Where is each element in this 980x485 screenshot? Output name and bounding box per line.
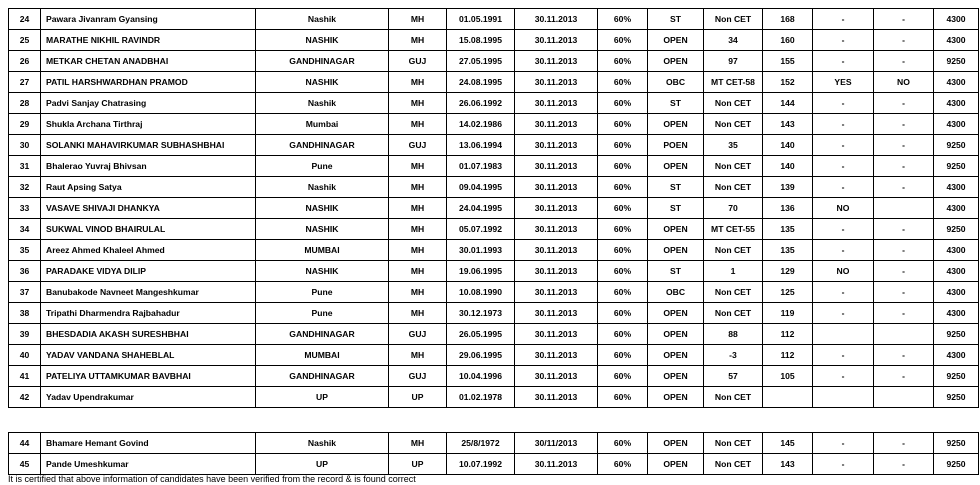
state-cell: MH <box>389 240 447 261</box>
city-cell: NASHIK <box>256 261 389 282</box>
date-of-birth-cell: 27.05.1995 <box>447 51 515 72</box>
date-of-birth-cell: 05.07.1992 <box>447 219 515 240</box>
percentage-cell: 60% <box>598 303 648 324</box>
candidate-name-cell: Pande Umeshkumar <box>41 454 256 475</box>
category-cell: OPEN <box>648 156 704 177</box>
percentage-cell: 60% <box>598 156 648 177</box>
merit-score-cell: 144 <box>763 93 813 114</box>
date-of-birth-cell: 14.02.1986 <box>447 114 515 135</box>
state-cell: MH <box>389 303 447 324</box>
cet-score-cell: Non CET <box>704 156 763 177</box>
cet-score-cell: Non CET <box>704 93 763 114</box>
merit-score-cell: 140 <box>763 135 813 156</box>
category-cell: OPEN <box>648 219 704 240</box>
merit-score-cell: 112 <box>763 345 813 366</box>
city-cell: Mumbai <box>256 114 389 135</box>
merit-score-cell: 135 <box>763 240 813 261</box>
category-cell: OPEN <box>648 324 704 345</box>
remark-b-cell <box>874 387 934 408</box>
remark-b-cell: - <box>874 454 934 475</box>
cutoff-date-cell: 30.11.2013 <box>515 387 598 408</box>
cet-score-cell: MT CET-58 <box>704 72 763 93</box>
cet-score-cell: Non CET <box>704 303 763 324</box>
candidate-name-cell: VASAVE SHIVAJI DHANKYA <box>41 198 256 219</box>
date-of-birth-cell: 13.06.1994 <box>447 135 515 156</box>
serial-no-cell: 36 <box>9 261 41 282</box>
percentage-cell: 60% <box>598 366 648 387</box>
remark-b-cell: - <box>874 93 934 114</box>
remark-a-cell: NO <box>813 261 874 282</box>
table-row <box>9 324 979 345</box>
cutoff-date-cell: 30.11.2013 <box>515 303 598 324</box>
remark-a-cell: - <box>813 9 874 30</box>
merit-score-cell: 119 <box>763 303 813 324</box>
table-row <box>9 219 979 240</box>
fee-cell: 4300 <box>934 303 979 324</box>
cutoff-date-cell: 30.11.2013 <box>515 114 598 135</box>
fee-cell: 9250 <box>934 324 979 345</box>
remark-a-cell: - <box>813 51 874 72</box>
candidate-name-cell: PATELIYA UTTAMKUMAR BAVBHAI <box>41 366 256 387</box>
cet-score-cell: Non CET <box>704 282 763 303</box>
city-cell: GANDHINAGAR <box>256 135 389 156</box>
cet-score-cell: 70 <box>704 198 763 219</box>
remark-b-cell: - <box>874 30 934 51</box>
merit-score-cell: 143 <box>763 114 813 135</box>
state-cell: MH <box>389 198 447 219</box>
remark-a-cell <box>813 324 874 345</box>
state-cell: MH <box>389 261 447 282</box>
category-cell: OBC <box>648 72 704 93</box>
fee-cell: 4300 <box>934 93 979 114</box>
remark-a-cell: - <box>813 303 874 324</box>
remark-b-cell: - <box>874 114 934 135</box>
remark-a-cell: - <box>813 240 874 261</box>
remark-b-cell: - <box>874 240 934 261</box>
candidate-name-cell: Yadav Upendrakumar <box>41 387 256 408</box>
state-cell: MH <box>389 156 447 177</box>
cutoff-date-cell: 30.11.2013 <box>515 72 598 93</box>
serial-no-cell: 44 <box>9 433 41 454</box>
cet-score-cell: 97 <box>704 51 763 72</box>
date-of-birth-cell: 30.12.1973 <box>447 303 515 324</box>
fee-cell: 4300 <box>934 72 979 93</box>
cet-score-cell: Non CET <box>704 177 763 198</box>
remark-a-cell: - <box>813 135 874 156</box>
state-cell: MH <box>389 30 447 51</box>
cutoff-date-cell: 30.11.2013 <box>515 261 598 282</box>
cutoff-date-cell: 30.11.2013 <box>515 156 598 177</box>
candidate-name-cell: Pawara Jivanram Gyansing <box>41 9 256 30</box>
table-row <box>9 177 979 198</box>
city-cell: Pune <box>256 282 389 303</box>
date-of-birth-cell: 01.02.1978 <box>447 387 515 408</box>
category-cell: ST <box>648 93 704 114</box>
merit-score-cell: 145 <box>763 433 813 454</box>
category-cell: ST <box>648 261 704 282</box>
candidate-name-cell: SOLANKI MAHAVIRKUMAR SUBHASHBHAI <box>41 135 256 156</box>
table-row <box>9 282 979 303</box>
remark-b-cell: - <box>874 156 934 177</box>
fee-cell: 9250 <box>934 454 979 475</box>
cutoff-date-cell: 30.11.2013 <box>515 30 598 51</box>
remark-b-cell: - <box>874 303 934 324</box>
candidate-name-cell: MARATHE NIKHIL RAVINDR <box>41 30 256 51</box>
remark-a-cell: - <box>813 114 874 135</box>
remark-b-cell: - <box>874 135 934 156</box>
cutoff-date-cell: 30.11.2013 <box>515 177 598 198</box>
date-of-birth-cell: 30.01.1993 <box>447 240 515 261</box>
serial-no-cell: 24 <box>9 9 41 30</box>
remark-b-cell: - <box>874 261 934 282</box>
percentage-cell: 60% <box>598 30 648 51</box>
remark-b-cell: - <box>874 219 934 240</box>
date-of-birth-cell: 26.05.1995 <box>447 324 515 345</box>
city-cell: GANDHINAGAR <box>256 366 389 387</box>
serial-no-cell: 33 <box>9 198 41 219</box>
candidates-table <box>8 8 979 408</box>
remark-a-cell: - <box>813 219 874 240</box>
percentage-cell: 60% <box>598 433 648 454</box>
candidate-name-cell: Raut Apsing Satya <box>41 177 256 198</box>
table-row <box>9 156 979 177</box>
remark-a-cell: NO <box>813 198 874 219</box>
fee-cell: 4300 <box>934 282 979 303</box>
remark-a-cell: - <box>813 454 874 475</box>
cet-score-cell: 34 <box>704 30 763 51</box>
candidate-name-cell: SUKWAL VINOD BHAIRULAL <box>41 219 256 240</box>
cet-score-cell: Non CET <box>704 9 763 30</box>
state-cell: GUJ <box>389 51 447 72</box>
candidate-name-cell: Padvi Sanjay Chatrasing <box>41 93 256 114</box>
fee-cell: 9250 <box>934 135 979 156</box>
state-cell: MH <box>389 345 447 366</box>
merit-score-cell: 139 <box>763 177 813 198</box>
remark-b-cell: - <box>874 433 934 454</box>
merit-score-cell: 125 <box>763 282 813 303</box>
merit-score-cell: 140 <box>763 156 813 177</box>
candidate-name-cell: Banubakode Navneet Mangeshkumar <box>41 282 256 303</box>
date-of-birth-cell: 25/8/1972 <box>447 433 515 454</box>
cutoff-date-cell: 30.11.2013 <box>515 345 598 366</box>
percentage-cell: 60% <box>598 51 648 72</box>
state-cell: MH <box>389 282 447 303</box>
state-cell: UP <box>389 387 447 408</box>
percentage-cell: 60% <box>598 135 648 156</box>
city-cell: Nashik <box>256 9 389 30</box>
table-row <box>9 240 979 261</box>
cutoff-date-cell: 30.11.2013 <box>515 324 598 345</box>
table-row <box>9 198 979 219</box>
state-cell: MH <box>389 177 447 198</box>
fee-cell: 9250 <box>934 387 979 408</box>
remark-b-cell: - <box>874 345 934 366</box>
state-cell: MH <box>389 219 447 240</box>
city-cell: NASHIK <box>256 219 389 240</box>
table-row <box>9 135 979 156</box>
remark-b-cell <box>874 324 934 345</box>
percentage-cell: 60% <box>598 454 648 475</box>
cutoff-date-cell: 30.11.2013 <box>515 366 598 387</box>
percentage-cell: 60% <box>598 261 648 282</box>
merit-score-cell: 136 <box>763 198 813 219</box>
serial-no-cell: 32 <box>9 177 41 198</box>
state-cell: GUJ <box>389 135 447 156</box>
merit-score-cell <box>763 387 813 408</box>
city-cell: UP <box>256 387 389 408</box>
merit-score-cell: 160 <box>763 30 813 51</box>
date-of-birth-cell: 10.07.1992 <box>447 454 515 475</box>
remark-a-cell <box>813 387 874 408</box>
cutoff-date-cell: 30/11/2013 <box>515 433 598 454</box>
table-row <box>9 345 979 366</box>
serial-no-cell: 31 <box>9 156 41 177</box>
candidate-name-cell: Areez Ahmed Khaleel Ahmed <box>41 240 256 261</box>
candidate-name-cell: Shukla Archana Tirthraj <box>41 114 256 135</box>
state-cell: MH <box>389 433 447 454</box>
remark-b-cell: - <box>874 366 934 387</box>
city-cell: NASHIK <box>256 72 389 93</box>
category-cell: ST <box>648 198 704 219</box>
remark-a-cell: - <box>813 366 874 387</box>
merit-score-cell: 143 <box>763 454 813 475</box>
date-of-birth-cell: 01.07.1983 <box>447 156 515 177</box>
city-cell: UP <box>256 454 389 475</box>
category-cell: OPEN <box>648 345 704 366</box>
remark-a-cell: - <box>813 433 874 454</box>
state-cell: GUJ <box>389 324 447 345</box>
serial-no-cell: 35 <box>9 240 41 261</box>
cutoff-date-cell: 30.11.2013 <box>515 240 598 261</box>
fee-cell: 9250 <box>934 156 979 177</box>
candidate-name-cell: Bhamare Hemant Govind <box>41 433 256 454</box>
percentage-cell: 60% <box>598 198 648 219</box>
cet-score-cell: 35 <box>704 135 763 156</box>
serial-no-cell: 38 <box>9 303 41 324</box>
percentage-cell: 60% <box>598 72 648 93</box>
percentage-cell: 60% <box>598 219 648 240</box>
city-cell: GANDHINAGAR <box>256 51 389 72</box>
candidate-name-cell: Tripathi Dharmendra Rajbahadur <box>41 303 256 324</box>
cutoff-date-cell: 30.11.2013 <box>515 198 598 219</box>
state-cell: MH <box>389 72 447 93</box>
fee-cell: 4300 <box>934 198 979 219</box>
cet-score-cell: Non CET <box>704 240 763 261</box>
fee-cell: 9250 <box>934 219 979 240</box>
merit-score-cell: 155 <box>763 51 813 72</box>
serial-no-cell: 41 <box>9 366 41 387</box>
date-of-birth-cell: 01.05.1991 <box>447 9 515 30</box>
cet-score-cell: Non CET <box>704 433 763 454</box>
percentage-cell: 60% <box>598 240 648 261</box>
remark-b-cell: - <box>874 51 934 72</box>
candidates-table-continued <box>8 432 979 475</box>
merit-score-cell: 152 <box>763 72 813 93</box>
state-cell: GUJ <box>389 366 447 387</box>
fee-cell: 4300 <box>934 177 979 198</box>
remark-b-cell: - <box>874 9 934 30</box>
category-cell: OPEN <box>648 51 704 72</box>
category-cell: OPEN <box>648 454 704 475</box>
category-cell: OPEN <box>648 240 704 261</box>
percentage-cell: 60% <box>598 282 648 303</box>
table-row <box>9 9 979 30</box>
table-row <box>9 454 979 475</box>
merit-score-cell: 135 <box>763 219 813 240</box>
category-cell: OPEN <box>648 303 704 324</box>
cet-score-cell: 57 <box>704 366 763 387</box>
cet-score-cell: -3 <box>704 345 763 366</box>
remark-a-cell: - <box>813 93 874 114</box>
serial-no-cell: 26 <box>9 51 41 72</box>
remark-b-cell: - <box>874 282 934 303</box>
cutoff-date-cell: 30.11.2013 <box>515 219 598 240</box>
percentage-cell: 60% <box>598 9 648 30</box>
city-cell: Nashik <box>256 93 389 114</box>
fee-cell: 9250 <box>934 366 979 387</box>
cutoff-date-cell: 30.11.2013 <box>515 135 598 156</box>
cutoff-date-cell: 30.11.2013 <box>515 93 598 114</box>
candidate-name-cell: Bhalerao Yuvraj Bhivsan <box>41 156 256 177</box>
fee-cell: 4300 <box>934 261 979 282</box>
city-cell: MUMBAI <box>256 345 389 366</box>
remark-a-cell: - <box>813 282 874 303</box>
cet-score-cell: Non CET <box>704 114 763 135</box>
state-cell: MH <box>389 93 447 114</box>
city-cell: NASHIK <box>256 30 389 51</box>
candidate-name-cell: BHESDADIA AKASH SURESHBHAI <box>41 324 256 345</box>
cet-score-cell: 88 <box>704 324 763 345</box>
date-of-birth-cell: 24.04.1995 <box>447 198 515 219</box>
remark-b-cell: - <box>874 177 934 198</box>
candidate-name-cell: PATIL HARSHWARDHAN PRAMOD <box>41 72 256 93</box>
table-row <box>9 51 979 72</box>
certification-note: It is certified that above information of candidates have been verified from the record & is found correct <box>8 474 416 484</box>
fee-cell: 4300 <box>934 345 979 366</box>
cet-score-cell: Non CET <box>704 387 763 408</box>
percentage-cell: 60% <box>598 387 648 408</box>
city-cell: Pune <box>256 303 389 324</box>
table-row <box>9 366 979 387</box>
remark-a-cell: - <box>813 156 874 177</box>
table-row <box>9 30 979 51</box>
category-cell: OPEN <box>648 366 704 387</box>
merit-score-cell: 112 <box>763 324 813 345</box>
category-cell: OPEN <box>648 30 704 51</box>
date-of-birth-cell: 10.08.1990 <box>447 282 515 303</box>
category-cell: OPEN <box>648 387 704 408</box>
date-of-birth-cell: 15.08.1995 <box>447 30 515 51</box>
remark-b-cell: NO <box>874 72 934 93</box>
city-cell: Nashik <box>256 177 389 198</box>
serial-no-cell: 28 <box>9 93 41 114</box>
cutoff-date-cell: 30.11.2013 <box>515 282 598 303</box>
merit-score-cell: 105 <box>763 366 813 387</box>
serial-no-cell: 39 <box>9 324 41 345</box>
remark-a-cell: YES <box>813 72 874 93</box>
percentage-cell: 60% <box>598 93 648 114</box>
category-cell: ST <box>648 177 704 198</box>
serial-no-cell: 27 <box>9 72 41 93</box>
fee-cell: 4300 <box>934 9 979 30</box>
table-row <box>9 261 979 282</box>
date-of-birth-cell: 26.06.1992 <box>447 93 515 114</box>
fee-cell: 4300 <box>934 114 979 135</box>
category-cell: OPEN <box>648 114 704 135</box>
cutoff-date-cell: 30.11.2013 <box>515 454 598 475</box>
remark-a-cell: - <box>813 345 874 366</box>
category-cell: OBC <box>648 282 704 303</box>
cet-score-cell: Non CET <box>704 454 763 475</box>
remark-a-cell: - <box>813 177 874 198</box>
remark-b-cell <box>874 198 934 219</box>
fee-cell: 9250 <box>934 51 979 72</box>
serial-no-cell: 30 <box>9 135 41 156</box>
fee-cell: 4300 <box>934 30 979 51</box>
cet-score-cell: 1 <box>704 261 763 282</box>
table-row <box>9 114 979 135</box>
date-of-birth-cell: 29.06.1995 <box>447 345 515 366</box>
city-cell: GANDHINAGAR <box>256 324 389 345</box>
table-row <box>9 72 979 93</box>
date-of-birth-cell: 10.04.1996 <box>447 366 515 387</box>
serial-no-cell: 40 <box>9 345 41 366</box>
candidate-name-cell: METKAR CHETAN ANADBHAI <box>41 51 256 72</box>
category-cell: OPEN <box>648 433 704 454</box>
remark-a-cell: - <box>813 30 874 51</box>
category-cell: POEN <box>648 135 704 156</box>
cutoff-date-cell: 30.11.2013 <box>515 9 598 30</box>
candidate-name-cell: PARADAKE VIDYA DILIP <box>41 261 256 282</box>
table-row <box>9 93 979 114</box>
date-of-birth-cell: 19.06.1995 <box>447 261 515 282</box>
merit-score-cell: 129 <box>763 261 813 282</box>
category-cell: ST <box>648 9 704 30</box>
merit-score-cell: 168 <box>763 9 813 30</box>
table-row <box>9 433 979 454</box>
state-cell: MH <box>389 9 447 30</box>
state-cell: UP <box>389 454 447 475</box>
city-cell: Nashik <box>256 433 389 454</box>
serial-no-cell: 37 <box>9 282 41 303</box>
percentage-cell: 60% <box>598 114 648 135</box>
fee-cell: 9250 <box>934 433 979 454</box>
state-cell: MH <box>389 114 447 135</box>
percentage-cell: 60% <box>598 177 648 198</box>
serial-no-cell: 29 <box>9 114 41 135</box>
percentage-cell: 60% <box>598 345 648 366</box>
serial-no-cell: 34 <box>9 219 41 240</box>
table-row <box>9 303 979 324</box>
cet-score-cell: MT CET-55 <box>704 219 763 240</box>
city-cell: Pune <box>256 156 389 177</box>
percentage-cell: 60% <box>598 324 648 345</box>
serial-no-cell: 25 <box>9 30 41 51</box>
table-row <box>9 387 979 408</box>
candidate-name-cell: YADAV VANDANA SHAHEBLAL <box>41 345 256 366</box>
date-of-birth-cell: 09.04.1995 <box>447 177 515 198</box>
city-cell: MUMBAI <box>256 240 389 261</box>
date-of-birth-cell: 24.08.1995 <box>447 72 515 93</box>
fee-cell: 4300 <box>934 240 979 261</box>
serial-no-cell: 42 <box>9 387 41 408</box>
serial-no-cell: 45 <box>9 454 41 475</box>
cutoff-date-cell: 30.11.2013 <box>515 51 598 72</box>
city-cell: NASHIK <box>256 198 389 219</box>
